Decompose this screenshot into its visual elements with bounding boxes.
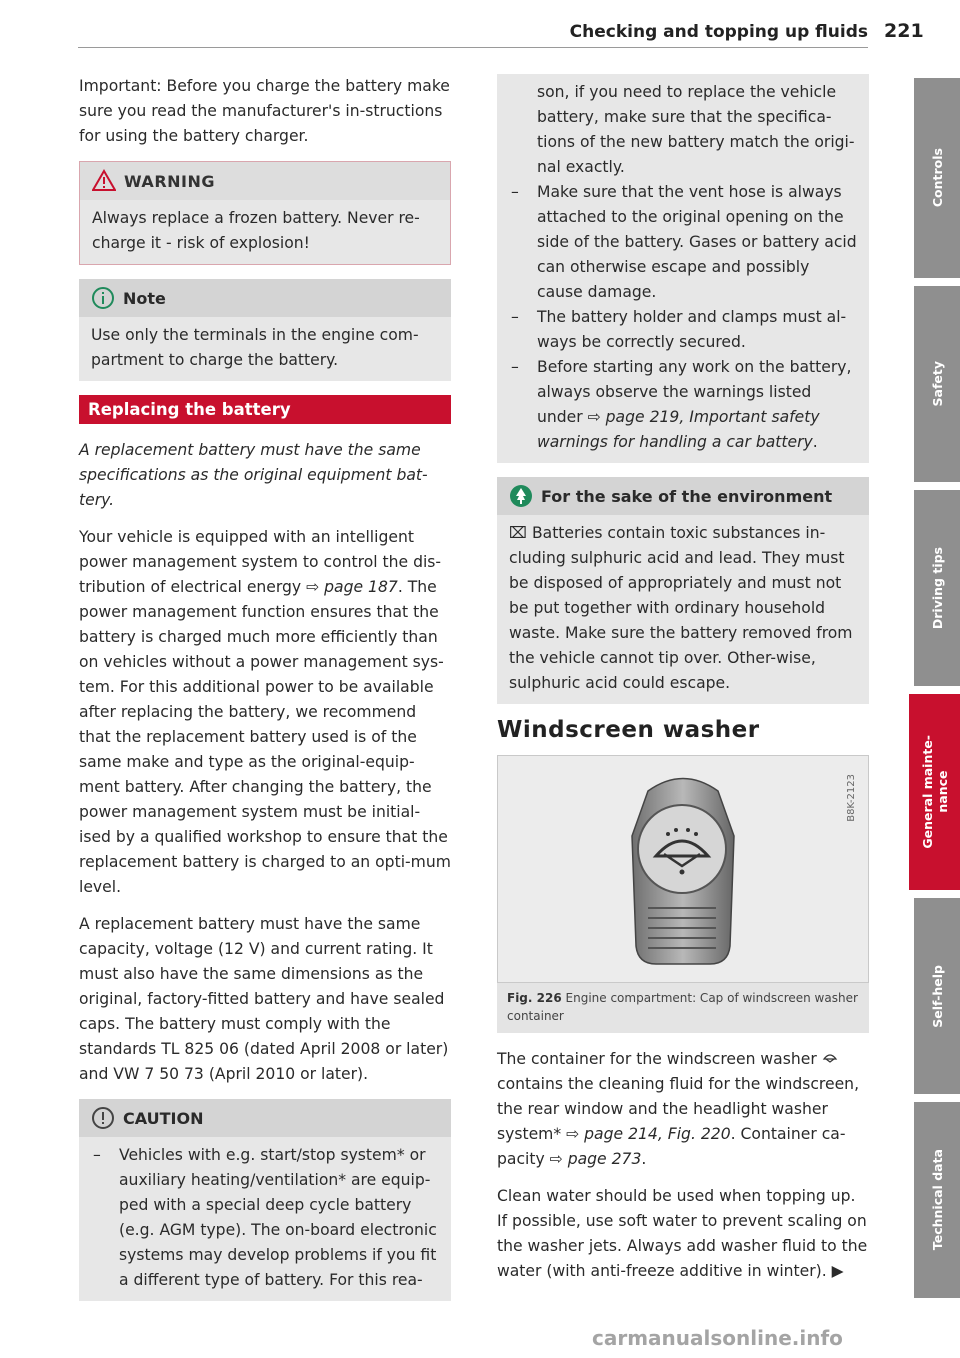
caution-item (509, 355, 857, 455)
figure-code: B8K-2123 (846, 774, 857, 822)
para-text: The container for the windscreen washer (497, 1050, 822, 1068)
caution-icon (91, 1106, 115, 1130)
para-text: Your vehicle is equipped with an intelligent power management system to control the dis-tribution of electrical energy (79, 528, 442, 596)
environment-tree-icon (509, 484, 533, 508)
tab-technical-data[interactable]: Technical data (914, 1102, 960, 1298)
header-divider (78, 47, 868, 48)
warning-box (79, 161, 451, 265)
container-paragraph (497, 1047, 869, 1172)
caution-item: – Make sure that the vent hose is always attached to the original opening on the side of the battery. Gases or battery acid can otherwise escape and possibly cause damage. (509, 180, 857, 305)
para-text: contains the cleaning fluid for the windscreen, the rear window and the headlight washer system* (497, 1075, 860, 1143)
note-title: Note (123, 288, 166, 308)
info-icon (91, 286, 115, 310)
intro-paragraph: A replacement battery must have the same specifications as the original equipment bat-tery. (79, 441, 428, 509)
page-reference-link[interactable]: ⇨ page 187 (306, 578, 398, 596)
caution-continued-box (497, 74, 869, 463)
figure-label: Fig. 226 (507, 991, 562, 1005)
important-paragraph: Important: Before you charge the battery make sure you read the manufacturer's in-structions for using the battery charger. (79, 77, 450, 145)
clean-water-paragraph: Clean water should be used when topping up. If possible, use soft water to prevent scaling on the washer jets. Always add washer fluid to the water (with anti-freeze additive in winter). ▶ (497, 1187, 868, 1280)
page-reference-link[interactable]: ⇨ page 219, Important safety warnings for handling a car battery (537, 408, 820, 451)
page-reference-link[interactable]: ⇨ page 214, Fig. 220 (566, 1125, 731, 1143)
caution-item: – Vehicles with e.g. start/stop system* or auxiliary heating/ventilation* are equip-ped with a special deep cycle battery (e.g. AGM type). The on-board electronic systems may develop problems if you fit a different type of battery. For this rea- (91, 1143, 439, 1293)
tab-safety[interactable]: Safety (914, 286, 960, 482)
tab-self-help[interactable]: Self-help (914, 898, 960, 1094)
environment-box (497, 477, 869, 704)
tab-general-maintenance[interactable]: General mainte- nance (909, 694, 960, 890)
figure-226 (497, 755, 869, 1033)
para-text: . (641, 1150, 647, 1168)
right-column (497, 74, 869, 1296)
caution-title: CAUTION (123, 1108, 204, 1128)
environment-header (497, 477, 869, 515)
caution-box (79, 1099, 451, 1301)
caution-continued-text: son, if you need to replace the vehicle battery, make sure that the specifica-tions of the new battery match the origi-nal exactly. (537, 83, 855, 176)
environment-title: For the sake of the environment (541, 486, 833, 506)
environment-text-block (497, 515, 869, 704)
tab-driving-tips[interactable]: Driving tips (914, 490, 960, 686)
washer-cap-illustration (498, 756, 868, 982)
page-number: 221 (884, 20, 924, 42)
warning-title: WARNING (124, 171, 215, 191)
page-reference-link[interactable]: ⇨ page 273 (549, 1150, 642, 1168)
watermark: carmanualsonline.info (592, 1326, 843, 1350)
warning-text: Always replace a frozen battery. Never re-charge it - risk of explosion! (92, 209, 420, 252)
para-text: . Container ca-pacity (497, 1125, 846, 1168)
chapter-title: Checking and topping up fluids (569, 22, 868, 42)
note-text: Use only the terminals in the engine com-partment to charge the battery. (91, 326, 419, 369)
note-box (79, 279, 451, 381)
left-column (79, 74, 451, 1315)
caution-body (79, 1137, 451, 1301)
figure-caption-text: Engine compartment: Cap of windscreen washer container (507, 991, 858, 1023)
warning-header (80, 162, 450, 200)
caution-item: – The battery holder and clamps must al-ways be correctly secured. (509, 305, 857, 355)
environment-text: Batteries contain toxic substances in-cluding sulphuric acid and lead. They must be disposed of appropriately and must not be put together with ordinary household waste. Make sure the battery removed from the vehicle cannot tip over. Other-wise, sulphuric acid could escape. (509, 524, 853, 692)
power-management-paragraph (79, 525, 451, 900)
figure-caption (497, 983, 869, 1033)
caution-header (79, 1099, 451, 1137)
windscreen-washer-heading: Windscreen washer (497, 717, 760, 743)
tab-controls[interactable]: Controls (914, 78, 960, 278)
windscreen-washer-symbol-icon (822, 1050, 838, 1068)
battery-spec-paragraph: A replacement battery must have the same capacity, voltage (12 V) and current rating. It must also have the same dimensions as the original, factory-fitted battery and have sealed caps. The battery must comply with the standards TL 825 06 (dated April 2008 or later) and VW 7 50 73 (April 2010 or later). (79, 915, 449, 1083)
section-title-bar: Replacing the battery (79, 395, 451, 424)
figure-image (497, 755, 869, 983)
note-header (79, 279, 451, 317)
item-text: . (812, 433, 818, 451)
item-text: Before starting any work on the battery, always observe the warnings listed under (537, 358, 852, 426)
recycle-bin-icon: ⌧ (509, 524, 532, 542)
para-text: . The power management function ensures that the battery is charged much more efficiently than on vehicles without a power management sys-tem. For this additional power to be available after replacing the battery, we recommend that the replacement battery used is of the same make and type as the original-equip-ment battery. After changing the battery, the power management system must be initial-ised by a qualified workshop to ensure that the replacement battery is charged to an opti-mum level. (79, 578, 451, 896)
caution-continued-body (497, 74, 869, 463)
warning-triangle-icon (92, 169, 116, 193)
